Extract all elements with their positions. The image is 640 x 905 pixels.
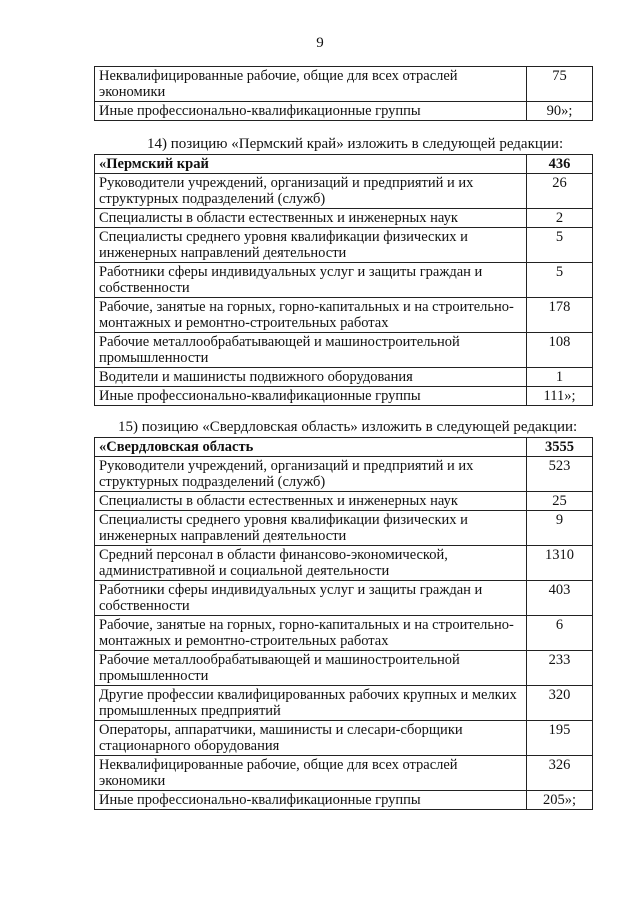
- occupation-group: Работники сферы индивидуальных услуг и защиты граждан и собственности: [95, 263, 527, 298]
- occupation-group: Рабочие, занятые на горных, горно-капитальных и на строительно-монтажных и ремонтно-строительных работах: [95, 298, 527, 333]
- occupation-group: Рабочие, занятые на горных, горно-капитальных и на строительно-монтажных и ремонтно-строительных работах: [95, 616, 527, 651]
- occupation-group: Руководители учреждений, организаций и предприятий и их структурных подразделений (служб): [95, 457, 527, 492]
- table-row: [95, 616, 593, 651]
- table-row: [95, 686, 593, 721]
- table-row: [95, 651, 593, 686]
- occupation-group: Неквалифицированные рабочие, общие для всех отраслей экономики: [95, 67, 527, 102]
- table-row: [95, 368, 593, 387]
- quota-value: 26: [527, 174, 593, 209]
- table-row: [95, 721, 593, 756]
- table-row: [95, 298, 593, 333]
- table-row: [95, 67, 593, 102]
- quota-value: 5: [527, 263, 593, 298]
- table-row: [95, 333, 593, 368]
- quota-value: 6: [527, 616, 593, 651]
- quota-value: 233: [527, 651, 593, 686]
- table-row: [95, 174, 593, 209]
- quota-value: 178: [527, 298, 593, 333]
- occupation-group: Водители и машинисты подвижного оборудования: [95, 368, 527, 387]
- quota-value: 320: [527, 686, 593, 721]
- occupation-group: Специалисты в области естественных и инженерных наук: [95, 209, 527, 228]
- occupation-group: Иные профессионально-квалификационные группы: [95, 102, 527, 121]
- table-row: [95, 511, 593, 546]
- region-total: 436: [527, 155, 593, 174]
- occupation-group: Специалисты среднего уровня квалификации физических и инженерных направлений деятельности: [95, 511, 527, 546]
- table-row: [95, 791, 593, 810]
- quota-value: 1: [527, 368, 593, 387]
- region-name: «Пермский край: [95, 155, 527, 174]
- quota-value: 9: [527, 511, 593, 546]
- table-header-row: [95, 438, 593, 457]
- quota-value: 326: [527, 756, 593, 791]
- quota-value: 523: [527, 457, 593, 492]
- quota-value: 111»;: [527, 387, 593, 406]
- quota-value: 1310: [527, 546, 593, 581]
- quota-value: 25: [527, 492, 593, 511]
- table-perm-krai: [94, 154, 593, 406]
- table-row: [95, 387, 593, 406]
- table-row: [95, 756, 593, 791]
- table-row: [95, 263, 593, 298]
- occupation-group: Операторы, аппаратчики, машинисты и слесари-сборщики стационарного оборудования: [95, 721, 527, 756]
- caption-sverdlovsk: 15) позицию «Свердловская область» изложить в следующей редакции:: [118, 419, 578, 435]
- occupation-group: Специалисты в области естественных и инженерных наук: [95, 492, 527, 511]
- table-row: [95, 102, 593, 121]
- quota-value: 75: [527, 67, 593, 102]
- quota-value: 403: [527, 581, 593, 616]
- occupation-group: Иные профессионально-квалификационные группы: [95, 387, 527, 406]
- quota-value: 5: [527, 228, 593, 263]
- table-row: [95, 581, 593, 616]
- quota-value: 2: [527, 209, 593, 228]
- occupation-group: Рабочие металлообрабатывающей и машиностроительной промышленности: [95, 333, 527, 368]
- occupation-group: Специалисты среднего уровня квалификации физических и инженерных направлений деятельности: [95, 228, 527, 263]
- table-row: [95, 546, 593, 581]
- table-row: [95, 228, 593, 263]
- table-sverdlovsk-oblast: [94, 437, 593, 810]
- caption-perm: 14) позицию «Пермский край» изложить в следующей редакции:: [147, 136, 564, 152]
- table-row: [95, 492, 593, 511]
- table-continuation: [94, 66, 593, 121]
- occupation-group: Средний персонал в области финансово-экономической, административной и социальной деятельности: [95, 546, 527, 581]
- quota-value: 90»;: [527, 102, 593, 121]
- table-header-row: [95, 155, 593, 174]
- region-name: «Свердловская область: [95, 438, 527, 457]
- occupation-group: Рабочие металлообрабатывающей и машиностроительной промышленности: [95, 651, 527, 686]
- quota-value: 195: [527, 721, 593, 756]
- quota-value: 108: [527, 333, 593, 368]
- table-row: [95, 209, 593, 228]
- page-number: 9: [316, 35, 324, 51]
- quota-value: 205»;: [527, 791, 593, 810]
- occupation-group: Руководители учреждений, организаций и предприятий и их структурных подразделений (служб): [95, 174, 527, 209]
- region-total: 3555: [527, 438, 593, 457]
- occupation-group: Иные профессионально-квалификационные группы: [95, 791, 527, 810]
- occupation-group: Другие профессии квалифицированных рабочих крупных и мелких промышленных предприятий: [95, 686, 527, 721]
- occupation-group: Неквалифицированные рабочие, общие для всех отраслей экономики: [95, 756, 527, 791]
- table-row: [95, 457, 593, 492]
- occupation-group: Работники сферы индивидуальных услуг и защиты граждан и собственности: [95, 581, 527, 616]
